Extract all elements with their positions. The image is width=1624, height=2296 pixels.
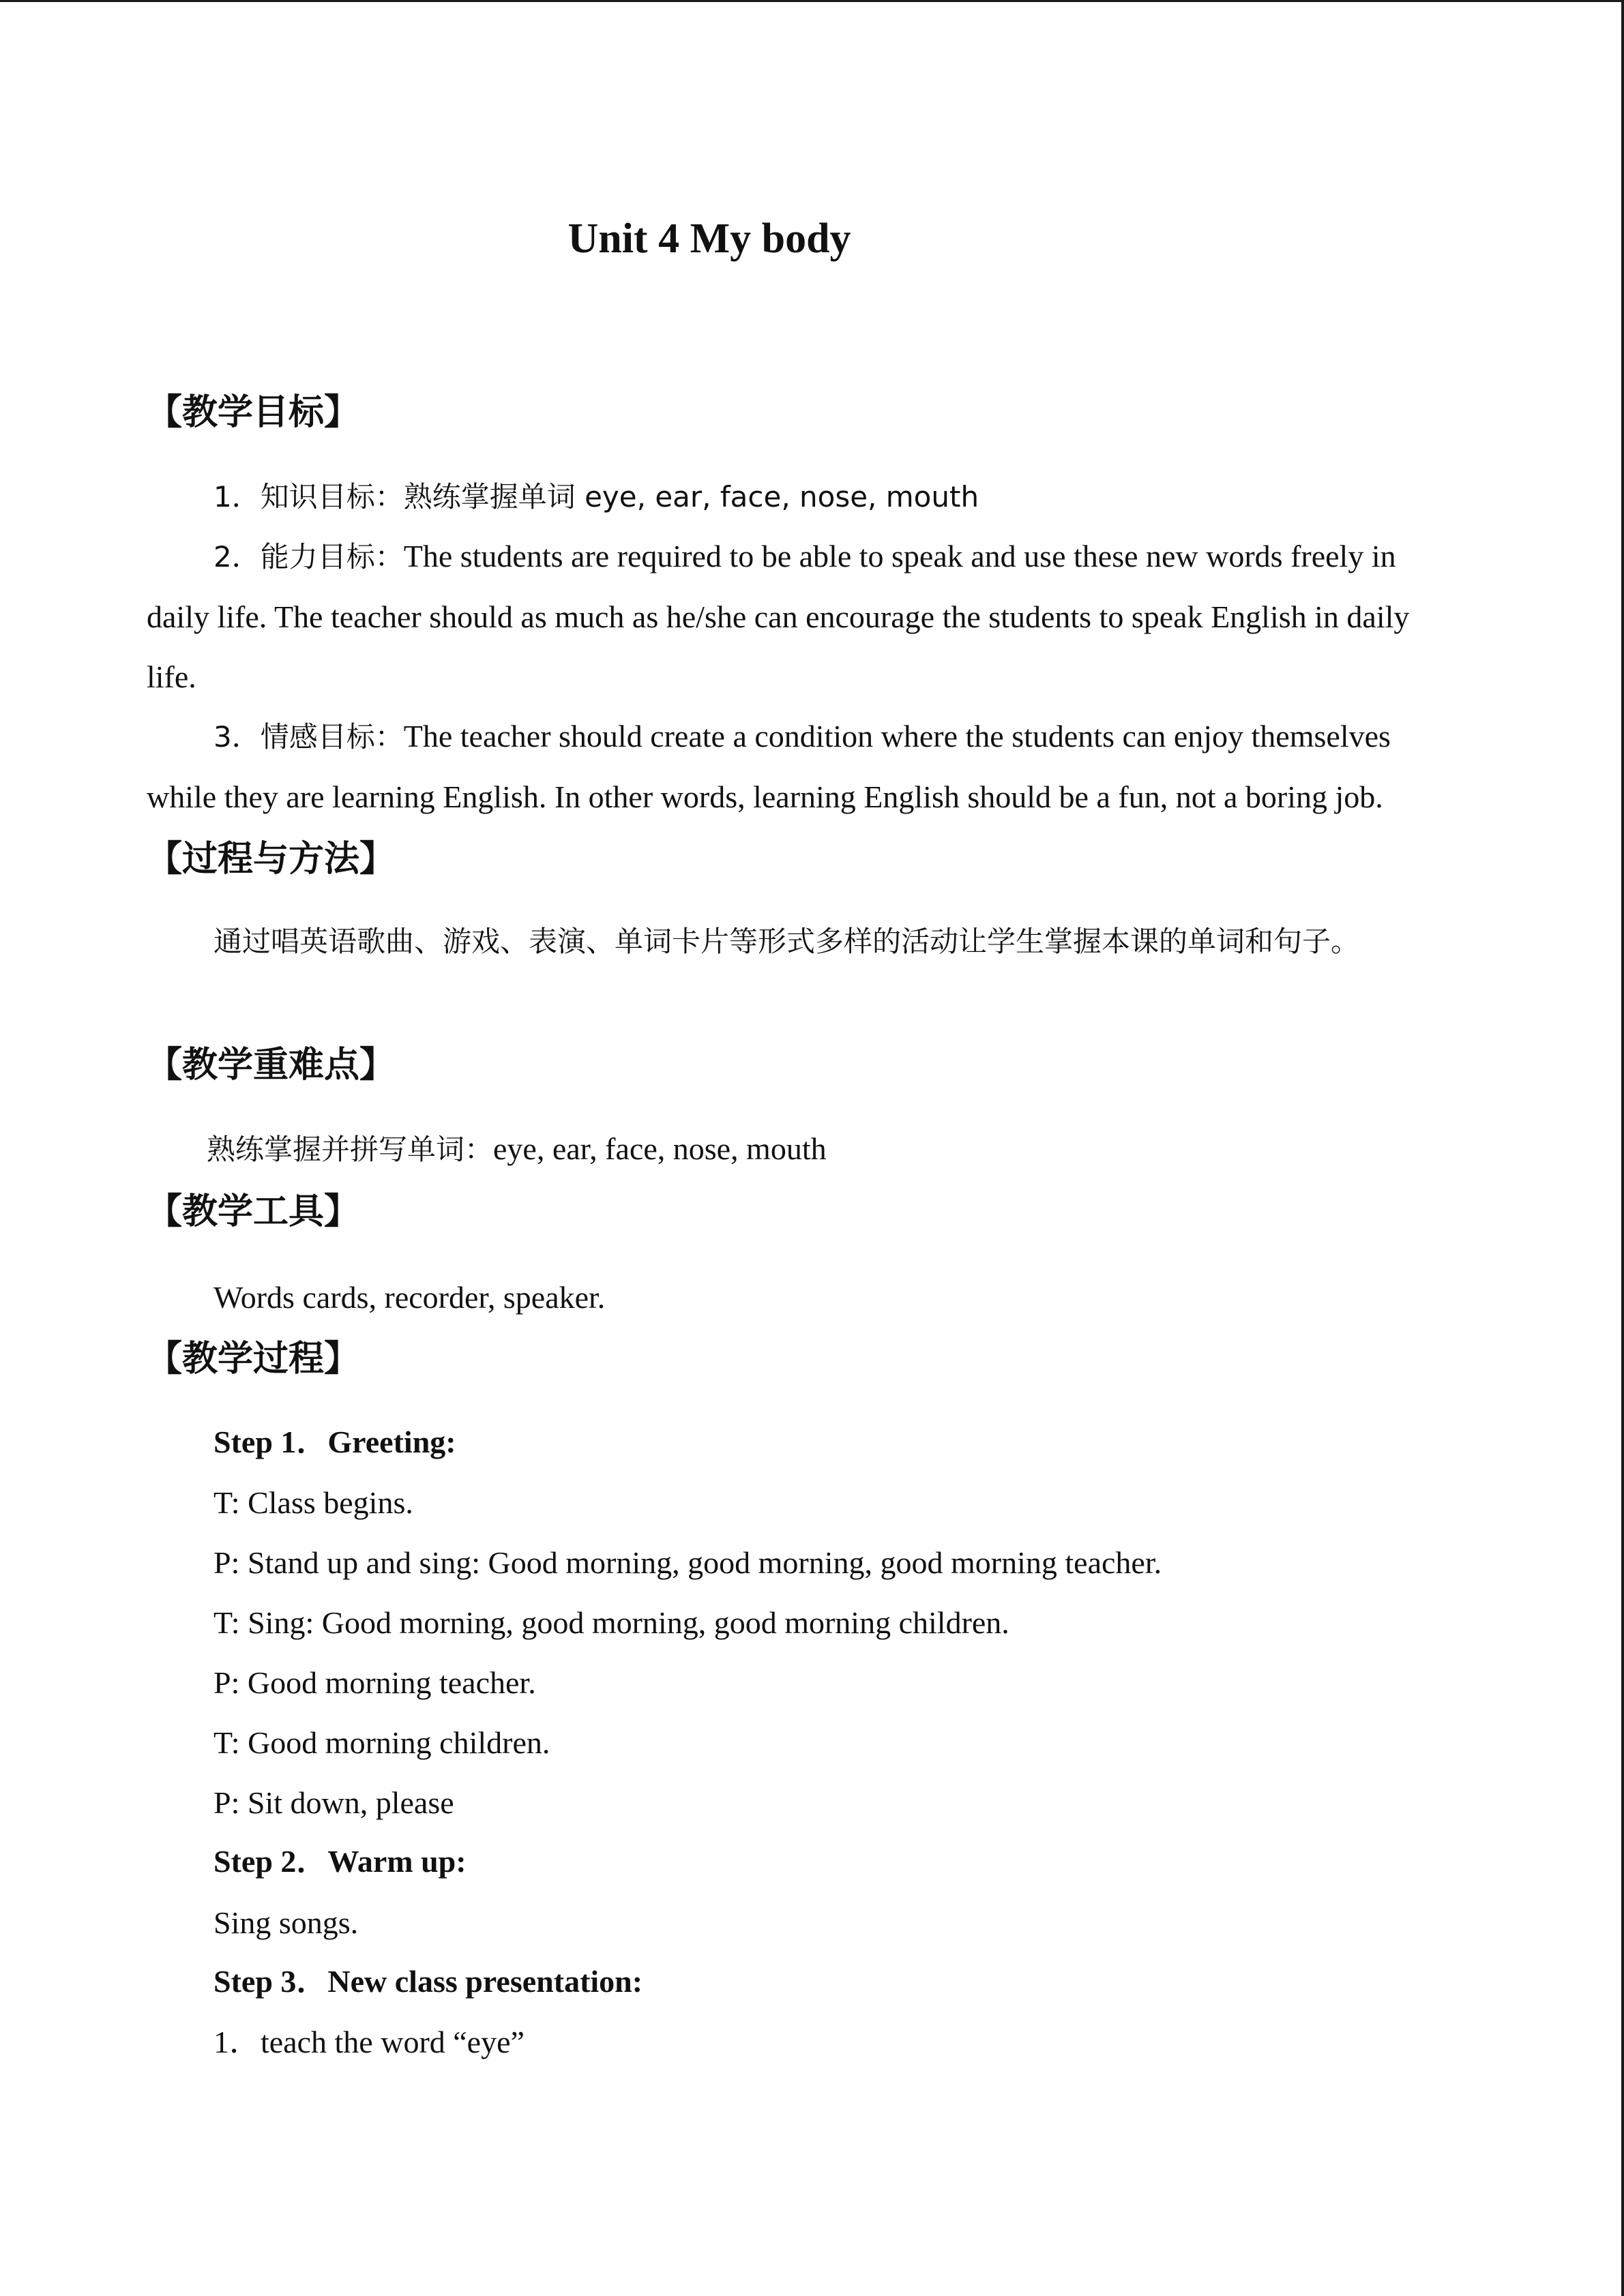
key-points-text: eye, ear, face, nose, mouth (493, 1131, 827, 1166)
step-3-line: 1．teach the word “eye” (213, 2025, 525, 2059)
page-border-top (0, 0, 1624, 2)
process-method-text (147, 911, 1466, 972)
step-2-title: Step 2．Warm up: (213, 1844, 467, 1879)
key-points-line (207, 1129, 827, 1170)
step-2-line: Sing songs. (213, 1905, 359, 1940)
objective-item-2-text: The students are required to be able to speak and use these new words freely in daily life. The teacher should as much as he/she can encourage the students to speak English in daily life. (147, 539, 1410, 694)
objective-item-2 (147, 526, 1466, 707)
objective-item-3 (147, 706, 1466, 827)
step-3-title: Step 3．New class presentation: (213, 1964, 643, 1999)
process-method-text-content: 通过唱英语歌曲、游戏、表演、单词卡片等形式多样的活动让学生掌握本课的单词和句子。 (213, 925, 1360, 958)
heading-tools: 【教学工具】 (147, 1191, 360, 1232)
step-1-line: T: Sing: Good morning, good morning, good morning children. (213, 1605, 1009, 1640)
step-1-line: P: Good morning teacher. (213, 1665, 536, 1700)
step-1-line: T: Good morning children. (213, 1725, 550, 1760)
step-1-title: Step 1．Greeting: (213, 1425, 456, 1459)
heading-procedure: 【教学过程】 (147, 1339, 360, 1380)
objective-item-3-text: The teacher should create a condition where the students can enjoy themselves while they are learning English. In other words, learning English should be a fun, not a boring job. (147, 719, 1391, 814)
objective-item-1-label: 1．知识目标： (213, 480, 404, 513)
page-border-right (1621, 0, 1624, 2296)
objective-item-1 (147, 466, 1466, 527)
step-1-line: T: Class begins. (213, 1485, 413, 1520)
step-1-line: P: Sit down, please (213, 1785, 454, 1820)
objective-item-1-text: 熟练掌握单词 eye, ear, face, nose, mouth (403, 480, 979, 513)
heading-process-method: 【过程与方法】 (147, 839, 396, 880)
tools-text: Words cards, recorder, speaker. (213, 1280, 606, 1315)
heading-key-points: 【教学重难点】 (147, 1045, 396, 1086)
key-points-label: 熟练掌握并拼写单词： (207, 1133, 494, 1166)
objective-item-3-label: 3．情感目标： (213, 720, 404, 754)
objective-item-2-label: 2．能力目标： (213, 540, 404, 573)
step-1-line: P: Stand up and sing: Good morning, good morning, good morning teacher. (213, 1545, 1162, 1580)
heading-objectives: 【教学目标】 (147, 392, 360, 433)
page-title: Unit 4 My body (567, 215, 851, 262)
